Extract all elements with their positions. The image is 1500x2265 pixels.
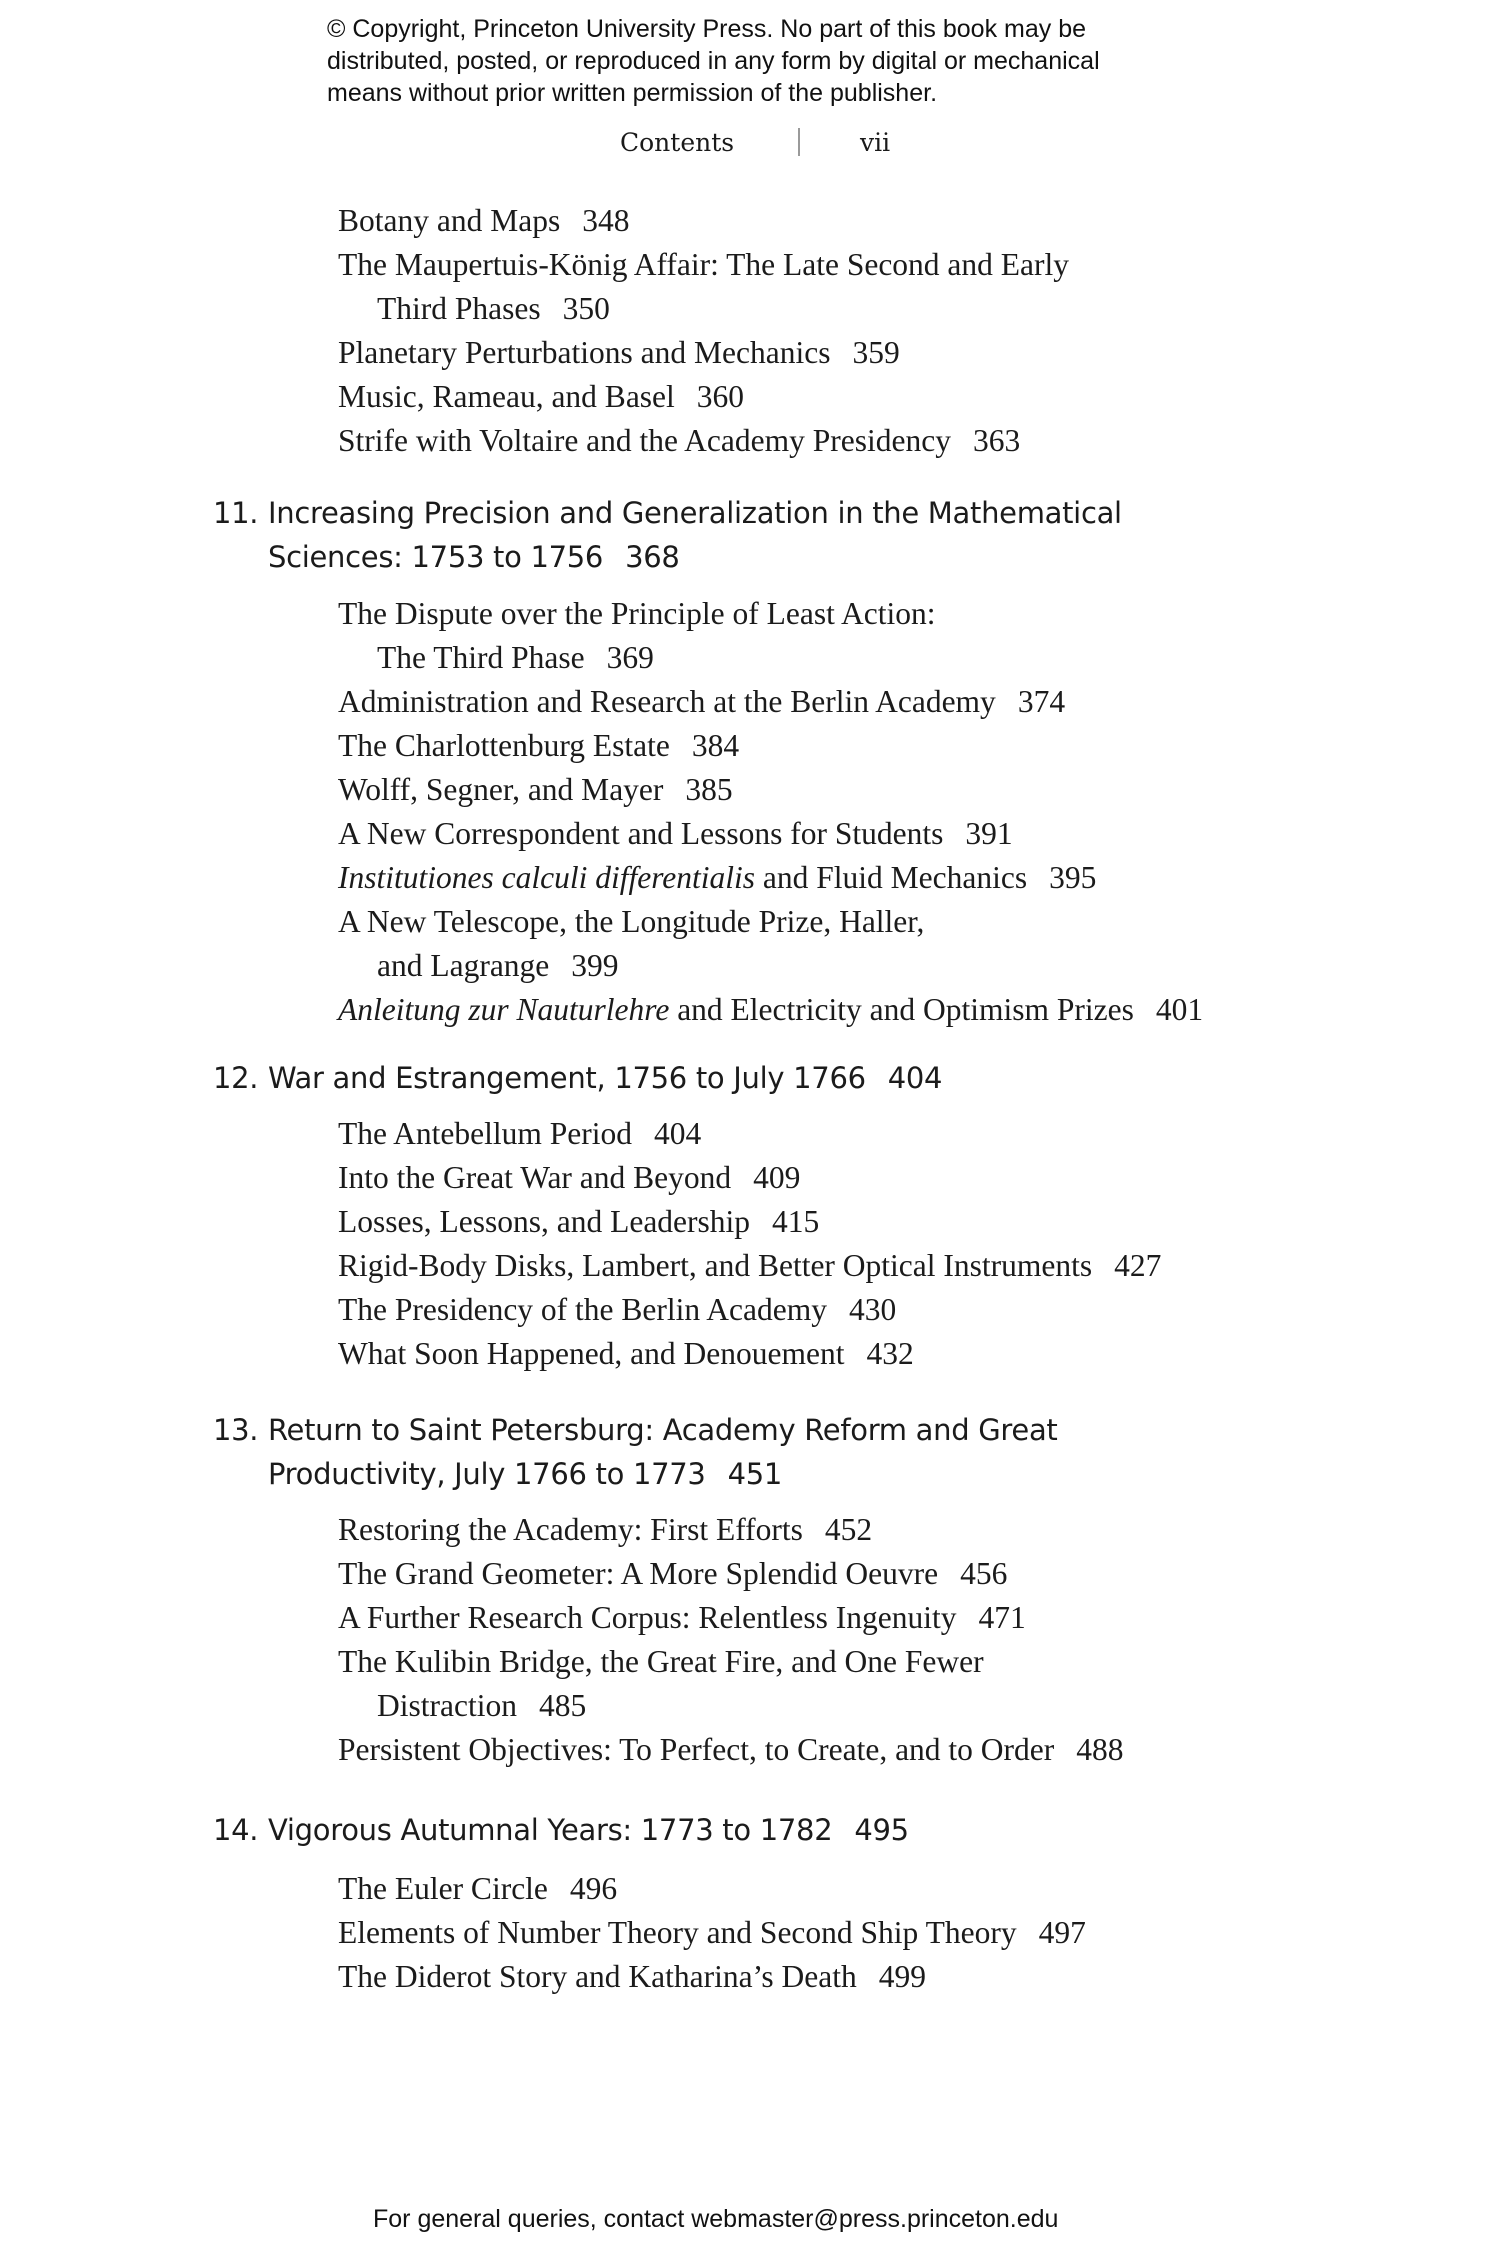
toc-entry-page: 452	[824, 1512, 873, 1547]
toc-entry-continuation[interactable]	[377, 950, 619, 982]
toc-entry-page: 374	[1017, 684, 1066, 719]
chapter-title-line[interactable]	[268, 1061, 943, 1095]
toc-entry[interactable]	[338, 862, 1096, 894]
toc-entry[interactable]	[338, 906, 924, 938]
toc-entry-title: The Maupertuis-König Affair: The Late Second and Early	[338, 247, 1069, 282]
copyright-line: distributed, posted, or reproduced in any form by digital or mechanical	[327, 47, 1100, 75]
toc-entry-title: Restoring the Academy: First Efforts	[338, 1512, 803, 1547]
toc-entry-page: 401	[1155, 992, 1204, 1027]
running-head-section: Contents	[620, 128, 735, 157]
toc-entry-title: Persistent Objectives: To Perfect, to Create, and to Order	[338, 1732, 1055, 1767]
toc-entry-title: The Third Phase	[377, 640, 585, 675]
toc-entry[interactable]	[338, 249, 1069, 281]
toc-entry[interactable]	[338, 425, 1020, 457]
toc-entry-page: 395	[1049, 860, 1097, 895]
chapter-title: Vigorous Autumnal Years: 1773 to 1782	[268, 1813, 833, 1847]
chapter-title: Productivity, July 1766 to 1773	[268, 1457, 706, 1491]
toc-entry[interactable]	[338, 1294, 896, 1326]
chapter-page: 495	[854, 1813, 909, 1847]
footer-contact: For general queries, contact webmaster@press.princeton.edu	[373, 2205, 1059, 2233]
toc-entry-page: 409	[753, 1160, 801, 1195]
toc-entry-page: 385	[685, 772, 733, 807]
toc-entry-title-italic: Anleitung zur Nauturlehre	[338, 992, 670, 1027]
toc-entry[interactable]	[338, 381, 744, 413]
toc-entry-page: 415	[772, 1204, 820, 1239]
toc-entry[interactable]	[338, 1338, 914, 1370]
toc-entry-page: 359	[852, 335, 900, 370]
toc-entry-page: 471	[978, 1600, 1026, 1635]
copyright-line: © Copyright, Princeton University Press. No part of this book may be	[327, 15, 1087, 43]
toc-entry[interactable]	[338, 1250, 1161, 1282]
toc-entry-continuation[interactable]	[377, 642, 654, 674]
toc-entry[interactable]	[338, 1162, 800, 1194]
toc-entry[interactable]	[338, 337, 900, 369]
chapter-title-continuation[interactable]	[268, 540, 680, 574]
toc-entry-page: 427	[1114, 1248, 1162, 1283]
toc-entry-title: The Presidency of the Berlin Academy	[338, 1292, 827, 1327]
toc-entry[interactable]	[338, 205, 629, 237]
toc-entry-page: 363	[972, 423, 1021, 458]
toc-entry[interactable]	[338, 1646, 984, 1678]
running-head-divider	[798, 128, 800, 156]
chapter-title-line[interactable]	[268, 1813, 909, 1847]
toc-entry-title: Music, Rameau, and Basel	[338, 379, 675, 414]
toc-entry[interactable]	[338, 730, 739, 762]
copyright-line: means without prior written permission of the publisher.	[327, 79, 938, 107]
toc-entry-page: 430	[848, 1292, 897, 1327]
toc-entry-title: and Fluid Mechanics	[755, 860, 1028, 895]
toc-entry-page: 485	[538, 1688, 587, 1723]
toc-entry-page: 399	[571, 948, 619, 983]
toc-entry-page: 384	[691, 728, 740, 763]
toc-entry-page: 404	[653, 1116, 702, 1151]
toc-entry-page: 499	[878, 1959, 926, 1994]
toc-entry-title: Planetary Perturbations and Mechanics	[338, 335, 831, 370]
toc-entry-title: A New Correspondent and Lessons for Students	[338, 816, 944, 851]
toc-entry[interactable]	[338, 994, 1203, 1026]
toc-entry-title: and Electricity and Optimism Prizes	[669, 992, 1134, 1027]
toc-entry-page: 369	[606, 640, 654, 675]
toc-entry-page: 350	[562, 291, 610, 326]
chapter-title: Sciences: 1753 to 1756	[268, 540, 604, 574]
toc-entry[interactable]	[338, 1558, 1007, 1590]
toc-entry-title: Rigid-Body Disks, Lambert, and Better Optical Instruments	[338, 1248, 1093, 1283]
toc-entry-title: Into the Great War and Beyond	[338, 1160, 732, 1195]
toc-entry[interactable]	[338, 1873, 617, 1905]
toc-entry-title: The Diderot Story and Katharina’s Death	[338, 1959, 857, 1994]
toc-entry-continuation[interactable]	[377, 1690, 586, 1722]
toc-entry-title: Strife with Voltaire and the Academy Presidency	[338, 423, 951, 458]
page-number: vii	[860, 128, 891, 157]
chapter-title[interactable]: Increasing Precision and Generalization in the Mathematical	[268, 496, 1122, 530]
chapter-number: 11.	[213, 496, 259, 530]
toc-entry-page: 348	[582, 203, 630, 238]
chapter-title: War and Estrangement, 1756 to July 1766	[268, 1061, 866, 1095]
toc-entry-page: 488	[1076, 1732, 1124, 1767]
chapter-number: 14.	[213, 1813, 259, 1847]
toc-entry-title: Elements of Number Theory and Second Ship Theory	[338, 1915, 1017, 1950]
chapter-title-continuation[interactable]	[268, 1457, 783, 1491]
toc-entry-page: 456	[960, 1556, 1008, 1591]
toc-entry-page: 360	[696, 379, 745, 414]
toc-entry[interactable]	[338, 1514, 872, 1546]
toc-entry-title: The Dispute over the Principle of Least Action:	[338, 596, 936, 631]
toc-entry-title: The Kulibin Bridge, the Great Fire, and One Fewer	[338, 1644, 984, 1679]
toc-entry-page: 496	[569, 1871, 618, 1906]
chapter-page: 451	[727, 1457, 783, 1491]
toc-entry-continuation[interactable]	[377, 293, 610, 325]
chapter-number: 13.	[213, 1413, 259, 1447]
toc-entry[interactable]	[338, 774, 733, 806]
toc-entry-title: The Euler Circle	[338, 1871, 548, 1906]
toc-entry-title: Wolff, Segner, and Mayer	[338, 772, 664, 807]
toc-entry[interactable]	[338, 818, 1013, 850]
toc-entry[interactable]	[338, 686, 1065, 718]
toc-entry-title: A Further Research Corpus: Relentless Ingenuity	[338, 1600, 957, 1635]
toc-entry-title: A New Telescope, the Longitude Prize, Haller,	[338, 904, 925, 939]
toc-entry[interactable]	[338, 1734, 1124, 1766]
toc-entry-page: 432	[866, 1336, 914, 1371]
toc-entry-title: The Charlottenburg Estate	[338, 728, 670, 763]
toc-entry-title: What Soon Happened, and Denouement	[338, 1336, 845, 1371]
toc-entry-title: Losses, Lessons, and Leadership	[338, 1204, 751, 1239]
toc-entry-title: and Lagrange	[377, 948, 550, 983]
toc-entry-title: Distraction	[377, 1688, 517, 1723]
toc-entry[interactable]	[338, 1602, 1026, 1634]
toc-entry-title-italic: Institutiones calculi differentialis	[338, 860, 756, 895]
toc-entry[interactable]	[338, 1206, 819, 1238]
chapter-page: 368	[625, 540, 680, 574]
toc-entry-title: The Grand Geometer: A More Splendid Oeuvre	[338, 1556, 939, 1591]
toc-entry-title: Administration and Research at the Berlin Academy	[338, 684, 996, 719]
toc-entry-title: The Antebellum Period	[338, 1116, 632, 1151]
toc-entry-page: 391	[965, 816, 1013, 851]
toc-entry-title: Botany and Maps	[338, 203, 561, 238]
toc-entry[interactable]	[338, 1917, 1086, 1949]
chapter-number: 12.	[213, 1061, 259, 1095]
toc-entry-title: Third Phases	[377, 291, 541, 326]
toc-entry[interactable]	[338, 1118, 701, 1150]
toc-entry[interactable]	[338, 598, 935, 630]
toc-entry-page: 497	[1038, 1915, 1086, 1950]
chapter-title[interactable]: Return to Saint Petersburg: Academy Reform and Great	[268, 1413, 1058, 1447]
toc-entry[interactable]	[338, 1961, 926, 1993]
chapter-page: 404	[887, 1061, 943, 1095]
